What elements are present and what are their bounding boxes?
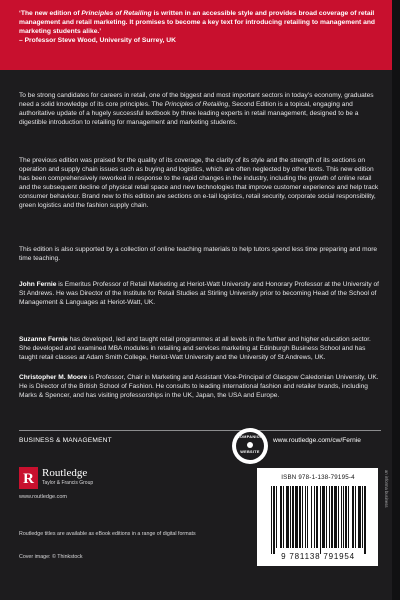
barcode-bar	[307, 486, 308, 548]
barcode-bar	[345, 486, 347, 548]
barcode-bar	[348, 486, 349, 548]
logo-letter: R	[23, 471, 34, 487]
barcode-bar	[292, 486, 294, 548]
barcode-bar	[358, 486, 361, 548]
description-text: To be strong candidates for careers in retail, one of the biggest and most important sectors in today’s economy, graduates need a solid knowledge of its core principles. The	[19, 92, 374, 108]
quote-band	[0, 0, 392, 70]
ebook-note: Routledge titles are available as eBook editions in a range of digital formats	[19, 531, 196, 537]
barcode-bar	[305, 486, 306, 548]
publisher-url[interactable]: www.routledge.com	[19, 494, 67, 500]
barcode-bar	[286, 486, 289, 548]
description-book-title: Principles of Retailing	[164, 101, 229, 108]
isbn-number: ISBN 978-1-138-79195-4	[281, 474, 355, 481]
badge-dot	[247, 442, 253, 448]
vertical-imprint	[383, 470, 389, 566]
author-bio-text: has developed, led and taught retail programmes at all levels in the further and higher education sector. She developed and examined MBA modules in retailing and services marketing at Edinburgh Business School and has taught retail classes at Adam Smith College, Heriot-Watt University and the University of St Andrews, UK.	[19, 336, 371, 361]
description-paragraph-3: This edition is also supported by a collection of online teaching materials to help tutors spend less time preparing and more time teaching.	[19, 246, 378, 262]
quote-text-start: ‘The new edition of	[19, 10, 82, 17]
barcode-bar	[283, 486, 284, 548]
author-bio-text: is Emeritus Professor of Retail Marketing at Heriot-Watt University and Honorary Professor at the University of St Andrews. He was Director of the Institute for Retail Studies at Stirling University prior to becoming Head of the School of Management & Languages at Heriot-Watt, UK.	[19, 281, 379, 306]
publisher-name: Routledge	[42, 467, 88, 479]
barcode-bar	[364, 486, 366, 554]
subject-category: BUSINESS & MANAGEMENT	[19, 437, 112, 444]
barcode-bar	[362, 486, 363, 548]
barcode-bar	[302, 486, 303, 548]
barcode-bar	[320, 486, 321, 554]
barcode-bar	[276, 486, 277, 548]
publisher-group: Taylor & Francis Group	[42, 480, 94, 486]
barcode-bar	[355, 486, 356, 548]
barcode-bar	[290, 486, 291, 548]
author-bio-christopher-moore	[19, 373, 379, 400]
description-text-cont: , Second Edition is a topical, engaging and authoritative update of a hugely successful textbook by three leading experts in retail management, designed to be a digestible introduction to retailing for management and marketing students.	[19, 101, 359, 126]
barcode-bar	[329, 486, 330, 548]
barcode-bar	[311, 486, 312, 548]
author-name: John Fernie	[19, 281, 57, 288]
barcode-bar	[295, 486, 298, 548]
description-paragraph-2: The previous edition was praised for the quality of its coverage, the clarity of its style and the strength of its sections on operation and supply chain issues such as buying and logistics, which are often neglected by other texts. This new edition has been comprehensively reworked in response to the rapid changes in the industry, including the growth of online retail and the subsequent decline of physical retail space and new technologies that improve customer experience and help track consumer behaviour. Brand new to this edition are sections on e-tail logistics, retail security, corporate social responsibility, green logistics and the fashion supply chain.	[19, 157, 379, 209]
barcode-bar	[316, 486, 318, 548]
barcode-bar	[352, 486, 354, 548]
imprint-text: an informa business	[384, 470, 389, 508]
barcode-bar	[334, 486, 337, 548]
barcode-bar	[271, 486, 272, 554]
barcode-bar	[331, 486, 333, 548]
quote-book-title: Principles of Retailing	[81, 10, 152, 17]
divider	[19, 430, 381, 431]
companion-website-url[interactable]: www.routledge.com/cw/Fernie	[273, 437, 361, 444]
review-quote	[19, 9, 385, 45]
barcode-icon	[271, 486, 367, 548]
badge-top-text: COMPANION	[236, 435, 264, 439]
companion-website-badge-icon	[232, 428, 268, 464]
badge-bottom-text: WEBSITE	[240, 450, 260, 454]
barcode-bar	[341, 486, 342, 548]
barcode-bar	[326, 486, 327, 548]
author-bio-john-fernie	[19, 280, 379, 307]
barcode-digits: 9 781138 791954	[281, 552, 355, 561]
author-name: Suzanne Fernie	[19, 336, 68, 343]
barcode-bar	[322, 486, 325, 548]
quote-text-end: is written in an accessible style and provides broad coverage of retail management and retail marketing. It promises to become a key text for introducing retailing to management and marketing students alike.’	[19, 10, 376, 36]
author-name: Christopher M. Moore	[19, 374, 88, 381]
routledge-logo-icon	[19, 467, 38, 489]
description-paragraph-1	[19, 91, 379, 127]
barcode-bar	[299, 486, 301, 548]
barcode-bar	[343, 486, 344, 548]
barcode-bar	[273, 486, 275, 554]
quote-attribution: – Professor Steve Wood, University of Surrey, UK	[19, 37, 176, 45]
barcode-bar	[338, 486, 339, 548]
isbn-barcode-box	[257, 468, 378, 566]
author-bio-suzanne-fernie	[19, 335, 379, 362]
author-bio-text: is Professor, Chair in Marketing and Assistant Vice-Principal of Glasgow Caledonian University, UK. He is Director of the British School of Fashion. He consults to leading international fashion and retailer brands, including Marks & Spencer, and has visiting professorships in the UK, Japan, the USA and Europe.	[19, 374, 379, 399]
spine-edge	[392, 0, 400, 600]
cover-image-credit: Cover image: © Thinkstock	[19, 554, 83, 560]
barcode-bar	[280, 486, 282, 548]
barcode-bar	[314, 486, 315, 548]
